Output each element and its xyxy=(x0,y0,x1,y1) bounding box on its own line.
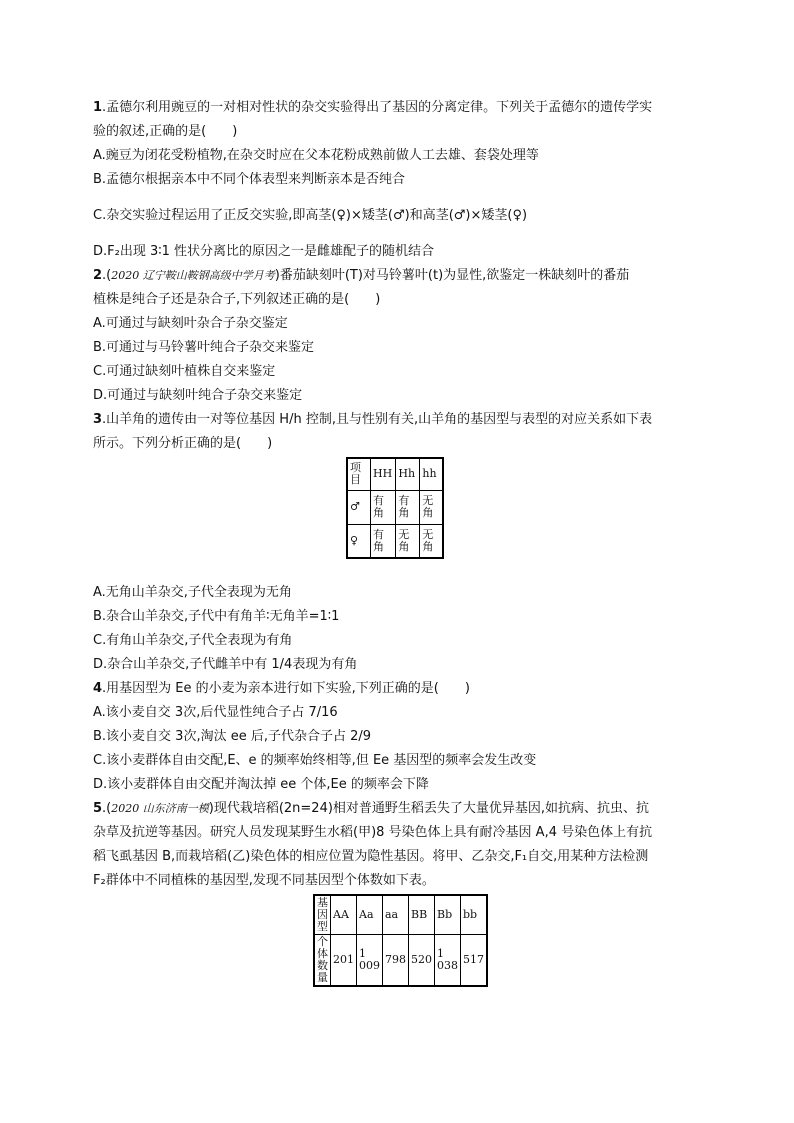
q2-stem-line1: 2.(2020 辽宁鞍山鞍钢高级中学月考)番茄缺刻叶(T)对马铃薯叶(t)为显性,欲鉴定一株缺刻叶的番茄 xyxy=(93,268,630,283)
q5-table-header-BB: BB xyxy=(409,895,435,935)
q3-table-male: ♂ xyxy=(347,490,371,524)
table-cell: 798 xyxy=(383,935,409,987)
q1-option-a: A.豌豆为闭花受粉植物,在杂交时应在父本花粉成熟前做人工去雄、套袋处理等 xyxy=(93,148,539,163)
q4-stem-line1: 4.用基因型为 Ee 的小麦为亲本进行如下实验,下列正确的是( ) xyxy=(93,681,470,696)
q2-option-b: B.可通过与马铃薯叶纯合子杂交来鉴定 xyxy=(93,340,315,355)
q1-stem-line1: 1.孟德尔利用豌豆的一对相对性状的杂交实验得出了基因的分离定律。下列关于孟德尔的遗传学实 xyxy=(93,100,653,115)
q1-number: 1 xyxy=(93,100,103,115)
q3-table-header-hh: hh xyxy=(420,458,443,490)
q1-option-c: C.杂交实验过程运用了正反交实验,即高茎(♀)×矮茎(♂)和高茎(♂)×矮茎(♀) xyxy=(93,208,528,223)
q5-stem-line4: F₂群体中不同植株的基因型,发现不同基因型个体数如下表。 xyxy=(93,873,435,888)
q5-table-row-label: 个体数量 xyxy=(314,935,331,987)
q3-table-header-row xyxy=(347,458,443,490)
q2-stem-line2: 植株是纯合子还是杂合子,下列叙述正确的是( ) xyxy=(93,292,381,307)
q4-option-d: D.该小麦群体自由交配并淘汰掉 ee 个体,Ee 的频率会下降 xyxy=(93,777,429,792)
q3-stem-line1: 3.山羊角的遗传由一对等位基因 H/h 控制,且与性别有关,山羊角的基因型与表型的对应关系如下表 xyxy=(93,412,653,427)
table-cell: 201 xyxy=(331,935,357,987)
q5-source: 2020 山东济南一模 xyxy=(111,802,209,815)
q5-number: 5 xyxy=(93,801,103,816)
table-cell: 无角 xyxy=(420,524,443,558)
q3-table-female: ♀ xyxy=(347,524,371,558)
table-cell: 517 xyxy=(461,935,488,987)
q2-option-c: C.可通过缺刻叶植株自交来鉴定 xyxy=(93,364,276,379)
q3-option-c: C.有角山羊杂交,子代全表现为有角 xyxy=(93,633,293,648)
q2-option-d: D.可通过与缺刻叶纯合子杂交来鉴定 xyxy=(93,388,303,403)
q1-option-b: B.孟德尔根据亲本中不同个体表型来判断亲本是否纯合 xyxy=(93,172,406,187)
q5-table-header-Aa: Aa xyxy=(357,895,383,935)
q1-stem-line2: 验的叙述,正确的是( ) xyxy=(93,124,238,139)
q3-option-a: A.无角山羊杂交,子代全表现为无角 xyxy=(93,585,292,600)
q3-genotype-table xyxy=(346,457,444,559)
table-cell: 520 xyxy=(409,935,435,987)
q3-table-header-Hh: Hh xyxy=(396,458,420,490)
table-cell: 有角 xyxy=(371,524,396,558)
q2-source: 2020 辽宁鞍山鞍钢高级中学月考 xyxy=(111,269,275,282)
table-row xyxy=(347,490,443,524)
table-cell: 无角 xyxy=(396,524,420,558)
q3-table-header-item: 项目 xyxy=(347,458,371,490)
q2-number: 2 xyxy=(93,268,103,283)
q5-table-header-AA: AA xyxy=(331,895,357,935)
q3-number: 3 xyxy=(93,412,103,427)
q3-option-d: D.杂合山羊杂交,子代雌羊中有 1/4表现为有角 xyxy=(93,657,358,672)
q4-option-a: A.该小麦自交 3次,后代显性纯合子占 7/16 xyxy=(93,705,338,720)
q5-genotype-count-table xyxy=(313,894,488,987)
q5-table-header-Bb: Bb xyxy=(435,895,461,935)
q3-stem-line2: 所示。下列分析正确的是( ) xyxy=(93,436,273,451)
q5-table-header-genotype: 基因型 xyxy=(314,895,331,935)
q5-stem-line2: 杂草及抗逆等基因。研究人员发现某野生水稻(甲)8 号染色体上具有耐冷基因 A,4 号染色体上有抗 xyxy=(93,825,653,840)
q3-option-b: B.杂合山羊杂交,子代中有角羊∶无角羊=1∶1 xyxy=(93,609,340,624)
q5-stem-line3: 稻飞虱基因 B,而栽培稻(乙)染色体的相应位置为隐性基因。将甲、乙杂交,F₁自交,用某种方法检测 xyxy=(93,849,649,864)
q5-table-header-row xyxy=(314,895,487,935)
q4-option-c: C.该小麦群体自由交配,E、e 的频率始终相等,但 Ee 基因型的频率会发生改变 xyxy=(93,753,537,768)
q2-option-a: A.可通过与缺刻叶杂合子杂交鉴定 xyxy=(93,316,288,331)
q4-option-b: B.该小麦自交 3次,淘汰 ee 后,子代杂合子占 2/9 xyxy=(93,729,372,744)
table-cell: 无角 xyxy=(420,490,443,524)
q4-number: 4 xyxy=(93,681,103,696)
q5-table-header-aa: aa xyxy=(383,895,409,935)
table-row xyxy=(347,524,443,558)
table-cell: 有角 xyxy=(396,490,420,524)
table-cell: 1 009 xyxy=(357,935,383,987)
q1-option-d: D.F₂出现 3∶1 性状分离比的原因之一是雌雄配子的随机结合 xyxy=(93,244,435,259)
table-cell: 有角 xyxy=(371,490,396,524)
q3-table-header-HH: HH xyxy=(371,458,396,490)
table-row xyxy=(314,935,487,987)
q5-stem-line1: 5.(2020 山东济南一模)现代栽培稻(2n=24)相对普通野生稻丢失了大量优异基因,如抗病、抗虫、抗 xyxy=(93,801,650,816)
q5-table-header-bb: bb xyxy=(461,895,488,935)
table-cell: 1 038 xyxy=(435,935,461,987)
